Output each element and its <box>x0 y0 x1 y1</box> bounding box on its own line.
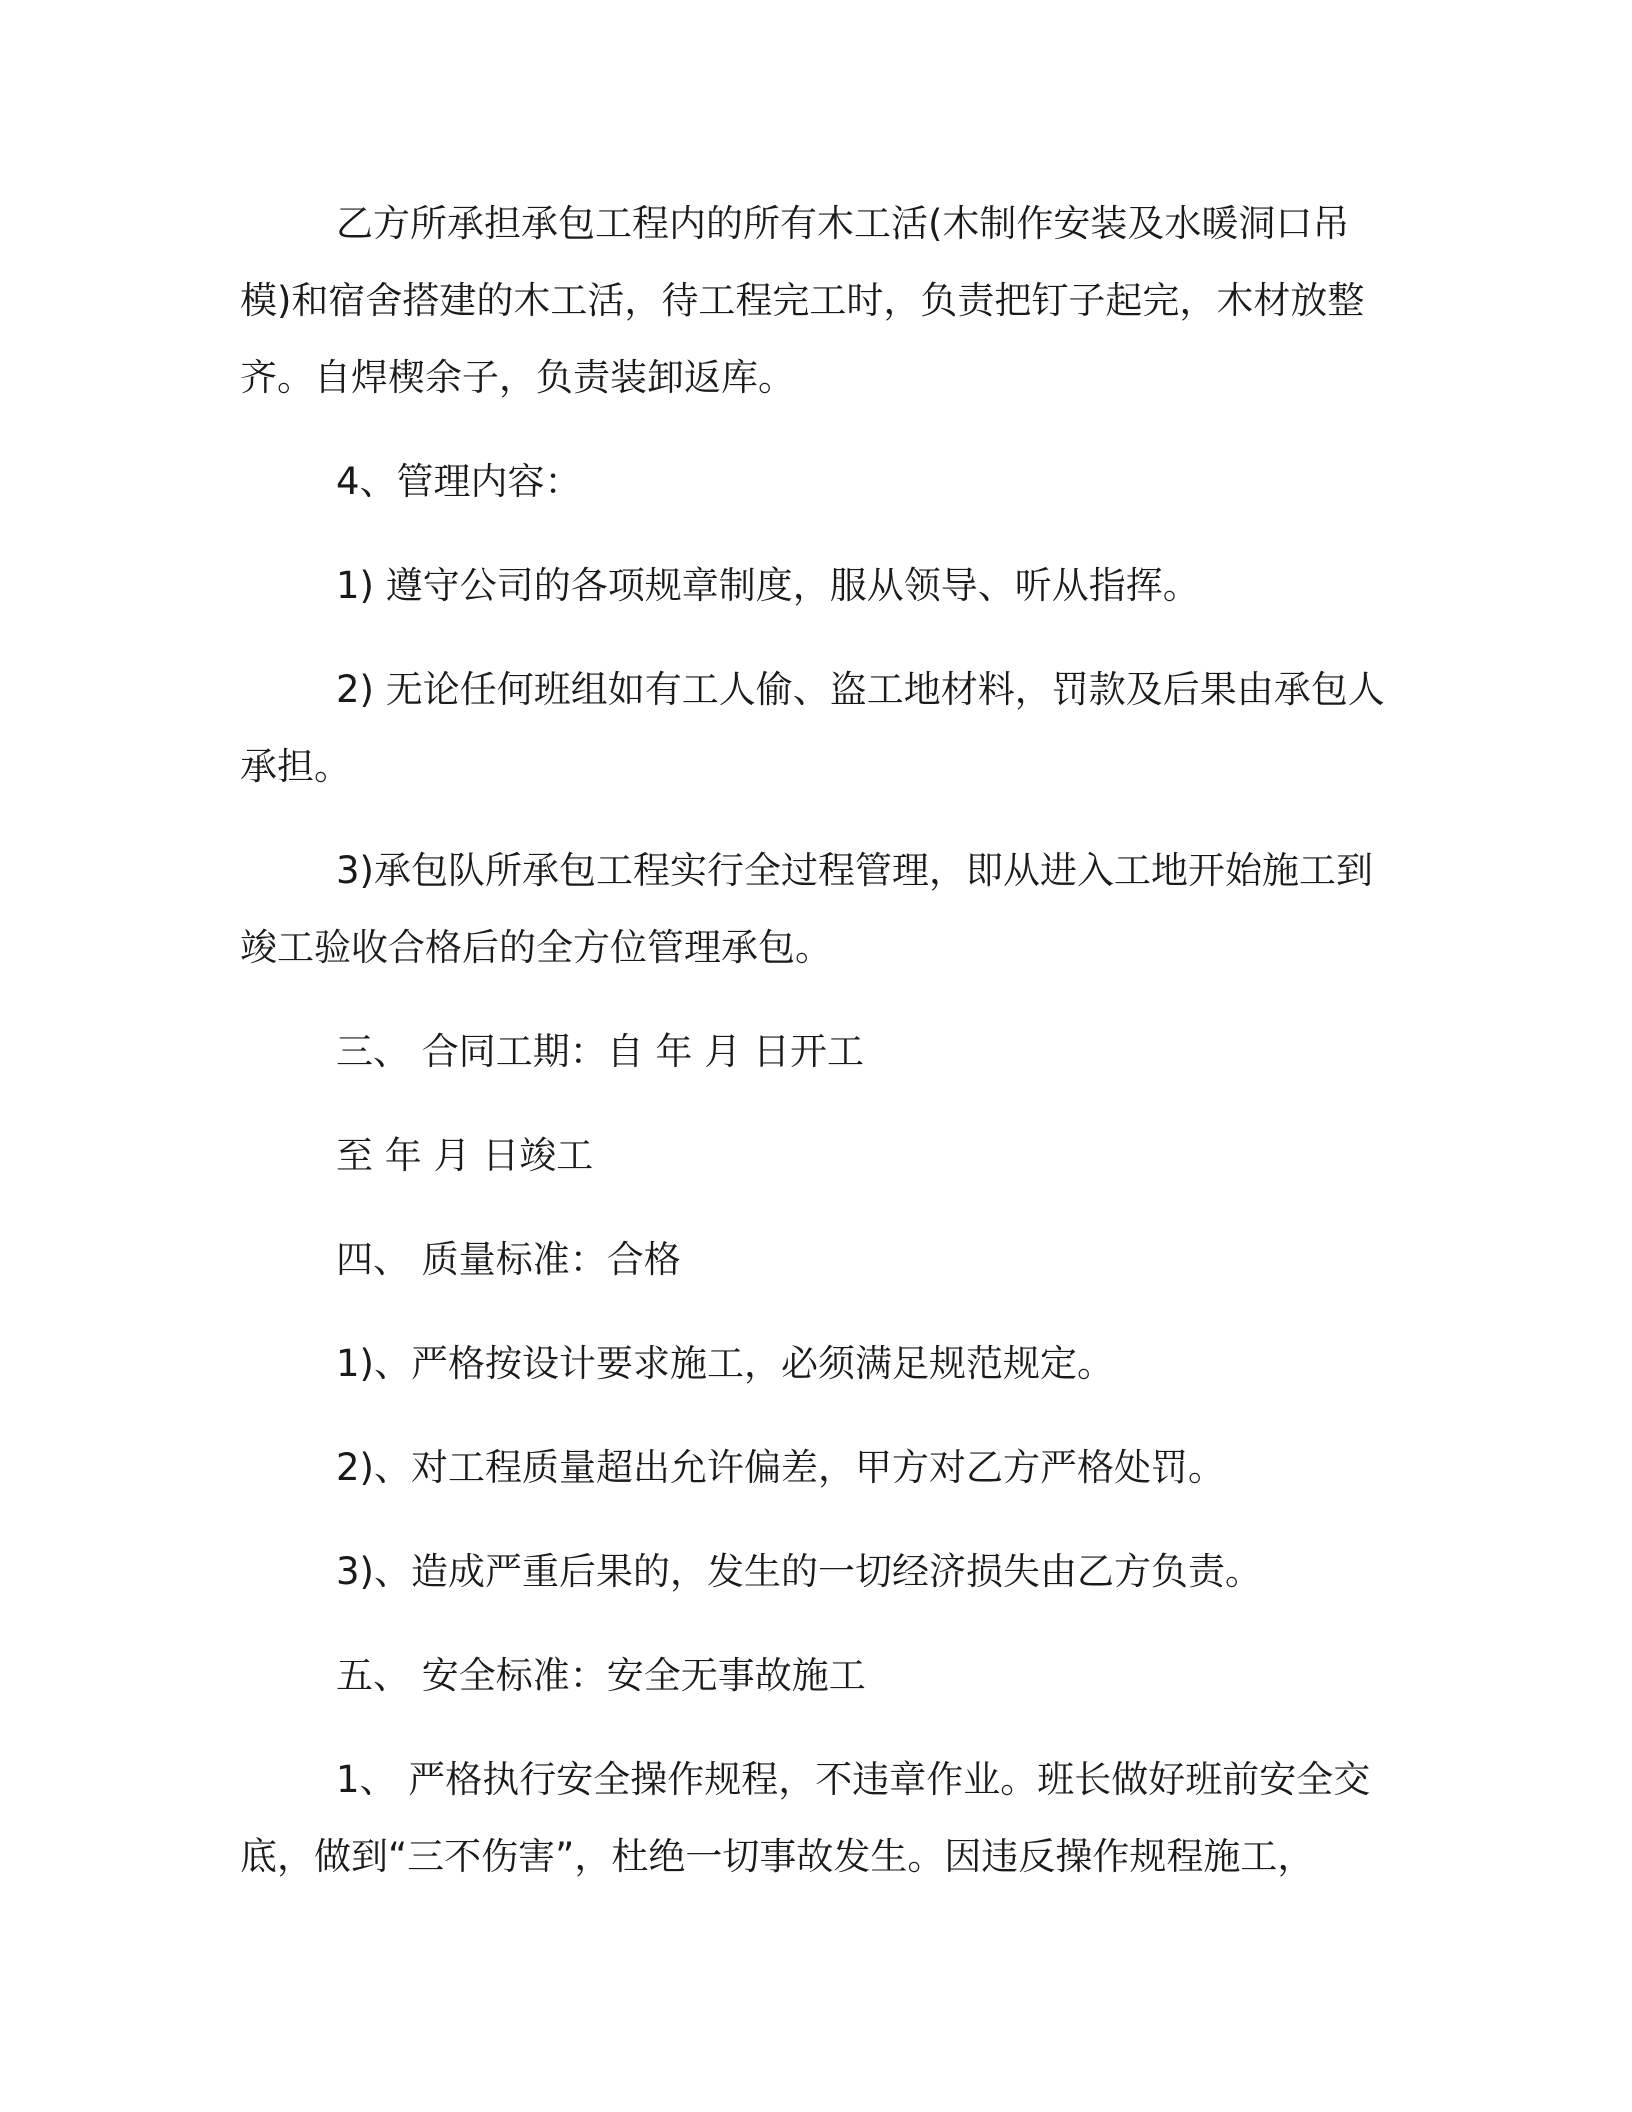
heading-management-content: 4、管理内容： <box>336 460 582 503</box>
paragraph-management-3: 3)承包队所承包工程实行全过程管理，即从进入工地开始施工到竣工验收合格后的全方位管理承包。 <box>240 849 1373 969</box>
paragraph-management-1: 1) 遵守公司的各项规章制度，服从领导、听从指挥。 <box>336 564 1200 607</box>
paragraph-quality-2: 2)、对工程质量超出允许偏差，甲方对乙方严格处罚。 <box>336 1446 1225 1489</box>
paragraph-carpentry-scope: 乙方所承担承包工程内的所有木工活(木制作安装及水暖洞口吊模)和宿舍搭建的木工活，待工程完工时，负责把钉子起完，木材放整齐。自焊楔余子，负责装卸返库。 <box>240 202 1365 399</box>
paragraph-contract-period-end: 至 年 月 日竣工 <box>336 1134 594 1177</box>
paragraph-management-2: 2) 无论任何班组如有工人偷、盗工地材料，罚款及后果由承包人承担。 <box>240 668 1385 788</box>
heading-safety-standard: 五、 安全标准：安全无事故施工 <box>336 1654 866 1697</box>
paragraph-quality-3: 3)、造成严重后果的，发生的一切经济损失由乙方负责。 <box>336 1550 1262 1593</box>
paragraph-safety-1: 1、 严格执行安全操作规程，不违章作业。班长做好班前安全交底，做到“三不伤害”，杜绝一切事故发生。因违反操作规程施工， <box>240 1758 1371 1878</box>
heading-contract-period: 三、 合同工期：自 年 月 日开工 <box>336 1030 865 1073</box>
paragraph-quality-1: 1)、严格按设计要求施工，必须满足规范规定。 <box>336 1342 1114 1385</box>
document-body <box>240 185 1400 1922</box>
heading-quality-standard: 四、 质量标准：合格 <box>336 1238 681 1281</box>
